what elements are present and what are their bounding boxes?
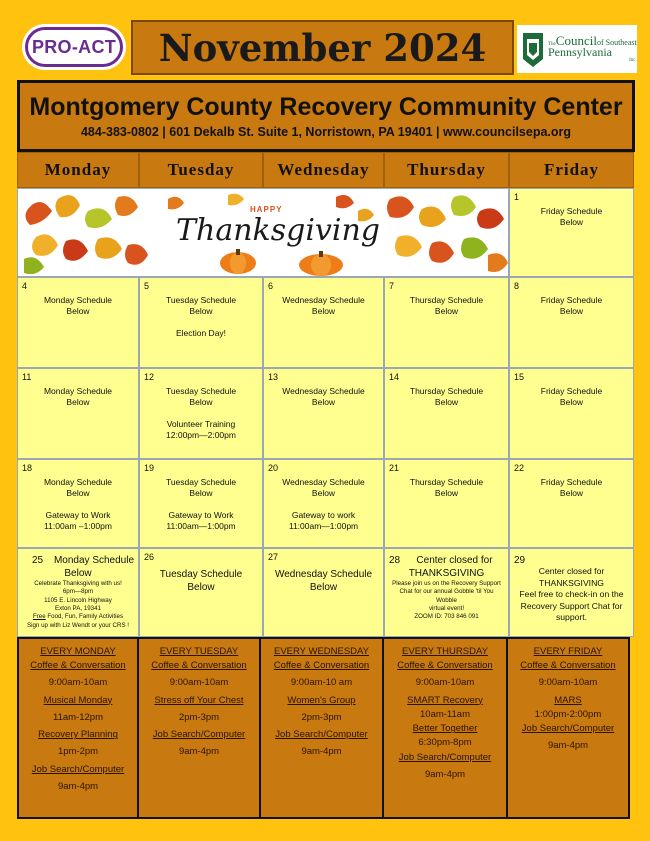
day-number: 25: [32, 555, 44, 566]
schedule-activity: Better Together: [412, 723, 478, 735]
calendar-day-25: [17, 548, 139, 637]
day-note: Friday Schedule: [540, 386, 603, 396]
day-note: Monday Schedule: [43, 477, 113, 487]
event-note: Gateway to work: [291, 509, 356, 520]
center-name: Montgomery County Recovery Community Center: [29, 93, 623, 121]
day-number: 14: [389, 372, 400, 382]
day-note: Below: [559, 488, 584, 499]
day-number: 1: [514, 192, 520, 202]
schedule-time: 9:00am-10am: [48, 676, 108, 688]
schedule-activity: Job Search/Computer: [152, 729, 246, 741]
schedule-heading: EVERY FRIDAY: [533, 646, 603, 657]
month-title-bar: [131, 20, 514, 75]
day-note: Friday Schedule: [540, 206, 603, 216]
day-number: 20: [268, 463, 279, 473]
schedule-time: 9am-4pm: [301, 746, 342, 758]
schedule-heading: EVERY THURSDAY: [402, 646, 488, 657]
leaf-icon: [387, 195, 508, 272]
pro-act-logo-text: PRO-ACT: [25, 27, 123, 67]
council-logo-inc: Inc.: [629, 57, 637, 63]
day-number: 13: [268, 372, 279, 382]
leaf-icon: [24, 195, 148, 274]
calendar-day-21: [384, 459, 509, 548]
schedule-time: 9am-4pm: [178, 746, 220, 758]
day-note: Tuesday Schedule: [159, 569, 243, 580]
council-logo-suffix: of Southeast: [596, 37, 637, 47]
day-note: Below: [66, 488, 90, 499]
day-note: Monday Schedule: [43, 386, 113, 396]
day-note: Wednesday Schedule: [282, 477, 365, 487]
schedule-wednesday: [259, 637, 384, 819]
council-logo-prefix: The: [548, 41, 556, 47]
event-note: Chat for our annual Gobble 'til You: [399, 588, 494, 596]
day-note: Below: [434, 397, 459, 408]
event-note: Wobble: [436, 596, 457, 604]
day-note: Monday Schedule: [43, 295, 113, 305]
event-time: 12:00pm—2:00pm: [166, 430, 236, 441]
day-note: Wednesday Schedule: [282, 295, 365, 305]
schedule-activity: Job Search/Computer: [398, 752, 492, 764]
day-number: 7: [389, 281, 395, 291]
council-map-icon: [520, 29, 546, 69]
day-number: 11: [22, 372, 32, 382]
day-note: Below: [66, 306, 90, 317]
event-time: 11:00am—1:00pm: [166, 521, 236, 532]
day-note: Below: [311, 306, 336, 317]
schedule-activity: SMART Recovery: [407, 694, 483, 706]
schedule-activity: Job Search/Computer: [31, 764, 125, 776]
calendar-day-29: [509, 548, 634, 637]
day-number: 29: [514, 555, 526, 566]
calendar-day-11: [17, 368, 139, 459]
day-number: 26: [144, 552, 155, 562]
day-note: THANKSGIVING: [539, 577, 604, 588]
calendar-day-1: [509, 188, 634, 277]
schedule-activity: Coffee & Conversation: [397, 659, 493, 671]
schedule-time: 2pm-3pm: [178, 711, 220, 723]
thanksgiving-banner: [17, 188, 509, 277]
event-activities: [20, 613, 136, 621]
schedule-time: 10am-11am: [420, 708, 470, 720]
event-time: 11:00am—1:00pm: [288, 521, 359, 532]
day-note: Friday Schedule: [540, 295, 603, 305]
day-header-thursday: Thursday: [384, 152, 509, 188]
event-address: 1105 E. Lincoln Highway: [44, 596, 112, 604]
event-signup: Sign up with Liz Wendt or your CRS !: [26, 621, 130, 629]
day-note: Below: [309, 582, 338, 593]
day-header-monday: Monday: [17, 152, 139, 188]
day-note: Center closed for: [416, 555, 493, 566]
event-time: 6pm—8pm: [62, 588, 94, 596]
day-note: Below: [187, 582, 215, 593]
schedule-activity: Coffee & Conversation: [520, 659, 616, 671]
schedule-tuesday: [137, 637, 261, 819]
calendar-day-28: [384, 548, 509, 637]
event-note: Election Day!: [175, 327, 227, 338]
day-number: 4: [22, 281, 28, 291]
schedule-activity: Women's Group: [287, 694, 356, 706]
day-note: Wednesday Schedule: [282, 386, 365, 396]
calendar-day-15: [509, 368, 634, 459]
schedule-time: 2pm-3pm: [301, 711, 342, 723]
day-note: Thursday Schedule: [409, 295, 484, 305]
day-number: 5: [144, 281, 150, 291]
day-note: Below: [311, 488, 336, 499]
day-note: Below: [311, 397, 336, 408]
day-note: Thursday Schedule: [409, 386, 484, 396]
schedule-friday: [506, 637, 630, 819]
center-header: [17, 80, 635, 152]
schedule-activity: Recovery Planning: [38, 729, 118, 741]
day-note: Below: [64, 568, 92, 579]
schedule-activity: Job Search/Computer: [275, 729, 368, 741]
day-note: Wednesday Schedule: [274, 569, 373, 580]
day-number: 12: [144, 372, 155, 382]
day-note: Below: [434, 306, 459, 317]
day-number: 19: [144, 463, 155, 473]
council-logo: [517, 25, 637, 73]
event-note: Celebrate Thanksgiving with us!: [34, 580, 122, 587]
calendar-day-7: [384, 277, 509, 368]
schedule-activity: Coffee & Conversation: [151, 659, 247, 671]
schedule-time: 1:00pm-2:00pm: [534, 708, 602, 720]
schedule-time: 9:00am-10 am: [290, 676, 353, 688]
event-note: Gateway to Work: [168, 509, 234, 520]
event-activities-text: Food, Fun, Family Activities: [45, 613, 124, 621]
day-note: Below: [189, 306, 213, 317]
calendar-day-18: [17, 459, 139, 548]
calendar-day-19: [139, 459, 263, 548]
schedule-activity: Coffee & Conversation: [30, 659, 126, 671]
day-note: Tuesday Schedule: [165, 477, 237, 487]
calendar-day-5: [139, 277, 263, 368]
day-note: Feel free to check-in on the: [519, 589, 624, 600]
center-address: 484-383-0802 | 601 Dekalb St. Suite 1, Norristown, PA 19401 | www.councilsepa.org: [80, 125, 572, 139]
day-note: Below: [434, 488, 459, 499]
schedule-time: 9am-4pm: [547, 740, 589, 752]
schedule-time: 11am-12pm: [53, 711, 103, 723]
schedule-time: 9:00am-10am: [169, 676, 229, 688]
day-number: 15: [514, 372, 525, 382]
event-free: Free: [32, 613, 46, 621]
day-number: 18: [22, 463, 33, 473]
calendar-day-13: [263, 368, 384, 459]
council-logo-word: Council: [555, 32, 597, 48]
day-number: 27: [268, 552, 279, 562]
schedule-heading: EVERY TUESDAY: [159, 646, 239, 657]
day-note: support.: [555, 612, 588, 623]
event-city: Exton PA, 19341: [55, 605, 101, 613]
day-note: Thursday Schedule: [409, 477, 484, 487]
event-time: 11:00am –1:00pm: [44, 521, 112, 532]
council-logo-state: Pennsylvania: [548, 45, 612, 60]
schedule-activity: Stress off Your Chest: [154, 694, 244, 706]
day-number: 22: [514, 463, 525, 473]
event-note: virtual event!: [428, 605, 465, 613]
day-note: Tuesday Schedule: [165, 295, 237, 305]
calendar-day-4: [17, 277, 139, 368]
day-note: Recovery Support Chat for: [520, 600, 623, 611]
calendar-day-12: [139, 368, 263, 459]
schedule-activity: Coffee & Conversation: [273, 659, 370, 671]
day-number: 21: [389, 463, 400, 473]
calendar-day-26: [139, 548, 263, 637]
day-note: Below: [559, 217, 584, 228]
calendar-day-8: [509, 277, 634, 368]
calendar-day-27: [263, 548, 384, 637]
schedule-time: 9:00am-10am: [538, 676, 598, 688]
schedule-time: 1pm-2pm: [57, 746, 99, 758]
day-note: Center closed for: [538, 566, 605, 576]
day-note: Below: [189, 488, 213, 499]
event-note: Volunteer Training: [166, 418, 236, 429]
schedule-activity: MARS: [554, 694, 582, 706]
day-header-tuesday: Tuesday: [139, 152, 263, 188]
schedule-thursday: [382, 637, 508, 819]
happy-label: HAPPY: [250, 205, 283, 214]
day-note: Below: [189, 397, 213, 408]
day-note: Monday Schedule: [53, 555, 135, 566]
event-note: Please join us on the Recovery Support: [392, 580, 501, 587]
calendar-day-14: [384, 368, 509, 459]
day-note: Below: [559, 306, 584, 317]
schedule-heading: EVERY WEDNESDAY: [273, 646, 370, 657]
pro-act-logo: [22, 24, 126, 70]
schedule-heading: EVERY MONDAY: [40, 646, 116, 657]
month-title: November 2024: [158, 25, 487, 70]
zoom-id: ZOOM ID: 703 846 091: [414, 613, 479, 621]
day-header-wednesday: Wednesday: [263, 152, 384, 188]
day-note: Tuesday Schedule: [165, 386, 237, 396]
thanksgiving-script: Thanksgiving: [176, 213, 380, 248]
day-note: THANKSGIVING: [408, 568, 485, 579]
day-note: Below: [559, 397, 584, 408]
schedule-time: 6:30pm-8pm: [418, 737, 472, 749]
pumpkin-icon: [220, 249, 343, 276]
calendar-day-22: [509, 459, 634, 548]
day-number: 6: [268, 281, 274, 291]
day-number: 28: [389, 555, 401, 566]
day-note: Below: [66, 397, 90, 408]
day-note: Friday Schedule: [540, 477, 603, 487]
calendar-day-20: [263, 459, 384, 548]
schedule-time: 9:00am-10am: [415, 676, 475, 688]
day-number: 8: [514, 281, 520, 291]
schedule-monday: [17, 637, 139, 819]
schedule-time: 9am-4pm: [57, 781, 99, 792]
calendar-day-6: [263, 277, 384, 368]
event-note: Gateway to Work: [45, 509, 111, 520]
schedule-activity: Musical Monday: [43, 694, 113, 706]
day-header-friday: Friday: [509, 152, 634, 188]
schedule-time: 9am-4pm: [424, 769, 466, 780]
schedule-activity: Job Search/Computer: [521, 723, 615, 735]
